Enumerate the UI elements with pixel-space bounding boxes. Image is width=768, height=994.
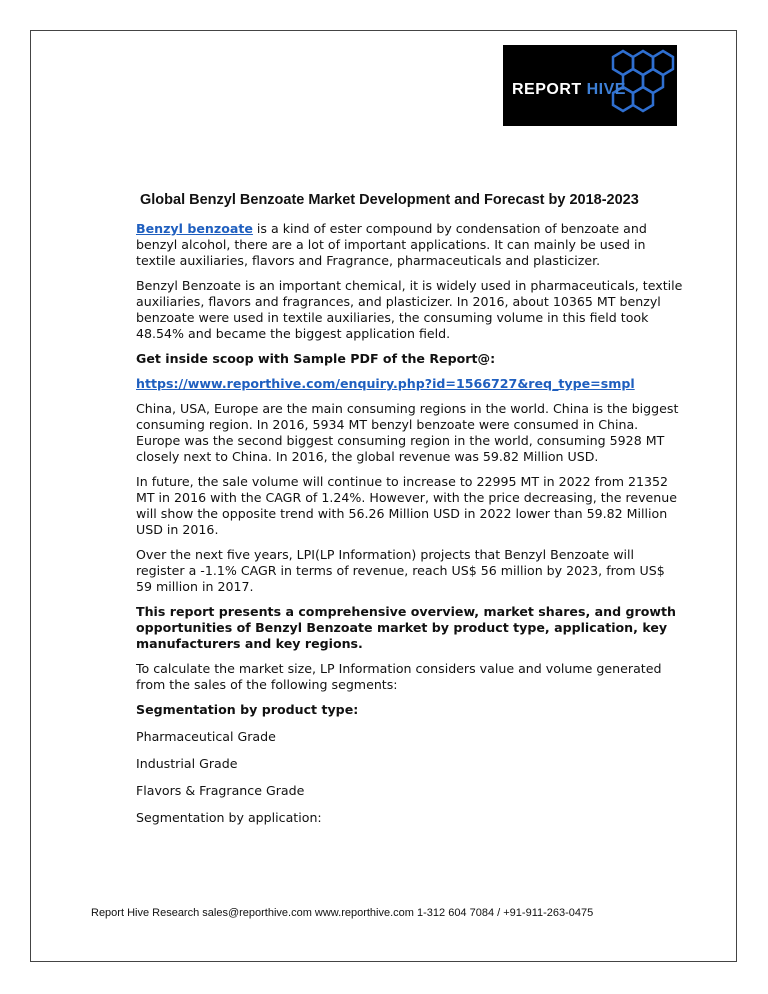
intro-paragraph [136, 221, 684, 269]
intro-text: is a kind of ester compound by condensation of benzoate and benzyl alcohol, there are a lot of important applications. It can mainly be used in textile auxiliaries, flavors and Fragrance, pharmaceuticals and plasticizer. [136, 221, 647, 268]
cagr-paragraph: Over the next five years, LPI(LP Information) projects that Benzyl Benzoate will register a -1.1% CAGR in terms of revenue, reach US$ 56 million by 2023, from US$ 59 million in 2017. [136, 547, 665, 594]
report-hive-logo [503, 45, 677, 126]
logo-word-hive: HIVE [586, 81, 626, 98]
document-title: Global Benzyl Benzoate Market Development and Forecast by 2018-2023 [140, 192, 639, 208]
application-heading: Segmentation by application: [136, 810, 322, 825]
sample-heading: Get inside scoop with Sample PDF of the Report@: [136, 351, 496, 366]
logo-wordmark [512, 81, 626, 99]
forecast-paragraph: In future, the sale volume will continue to increase to 22995 MT in 2022 from 21352 MT in 2016 with the CAGR of 1.24%. However, with the price decreasing, the revenue will show the opposite trend with 56.26 Million USD in 2022 lower than 59.82 Million USD in 2016. [136, 474, 678, 537]
product-type-heading: Segmentation by product type: [136, 702, 359, 717]
footer-contact: Report Hive Research sales@reporthive.com www.reporthive.com 1-312 604 7084 / +91-911-263-0475 [91, 907, 594, 919]
sample-pdf-link[interactable]: https://www.reporthive.com/enquiry.php?id=1566727&req_type=smpl [136, 376, 635, 391]
regions-paragraph: China, USA, Europe are the main consuming regions in the world. China is the biggest consuming region. In 2016, 5934 MT benzyl benzoate were consumed in China. Europe was the second biggest consuming region in the world, consuming 5928 MT closely next to China. In 2016, the global revenue was 59.82 Million USD. [136, 401, 679, 464]
benzyl-benzoate-link[interactable]: Benzyl benzoate [136, 221, 253, 236]
product-type-item: Pharmaceutical Grade [136, 729, 276, 744]
application-paragraph: Benzyl Benzoate is an important chemical, it is widely used in pharmaceuticals, textile auxiliaries, flavors and fragrances, and plasticizer. In 2016, about 10365 MT benzyl benzoate were used in textile auxiliaries, the consuming volume in this field took 48.54% and became the biggest application field. [136, 278, 683, 341]
document-body [136, 221, 684, 837]
market-size-paragraph: To calculate the market size, LP Information considers value and volume generated from the sales of the following segments: [136, 661, 662, 692]
product-type-item: Industrial Grade [136, 756, 238, 771]
report-overview-paragraph: This report presents a comprehensive overview, market shares, and growth opportunities of Benzyl Benzoate market by product type, application, key manufacturers and key regions. [136, 604, 676, 651]
sample-link-line [136, 376, 684, 392]
logo-word-report: REPORT [512, 81, 582, 98]
product-type-item: Flavors & Fragrance Grade [136, 783, 305, 798]
